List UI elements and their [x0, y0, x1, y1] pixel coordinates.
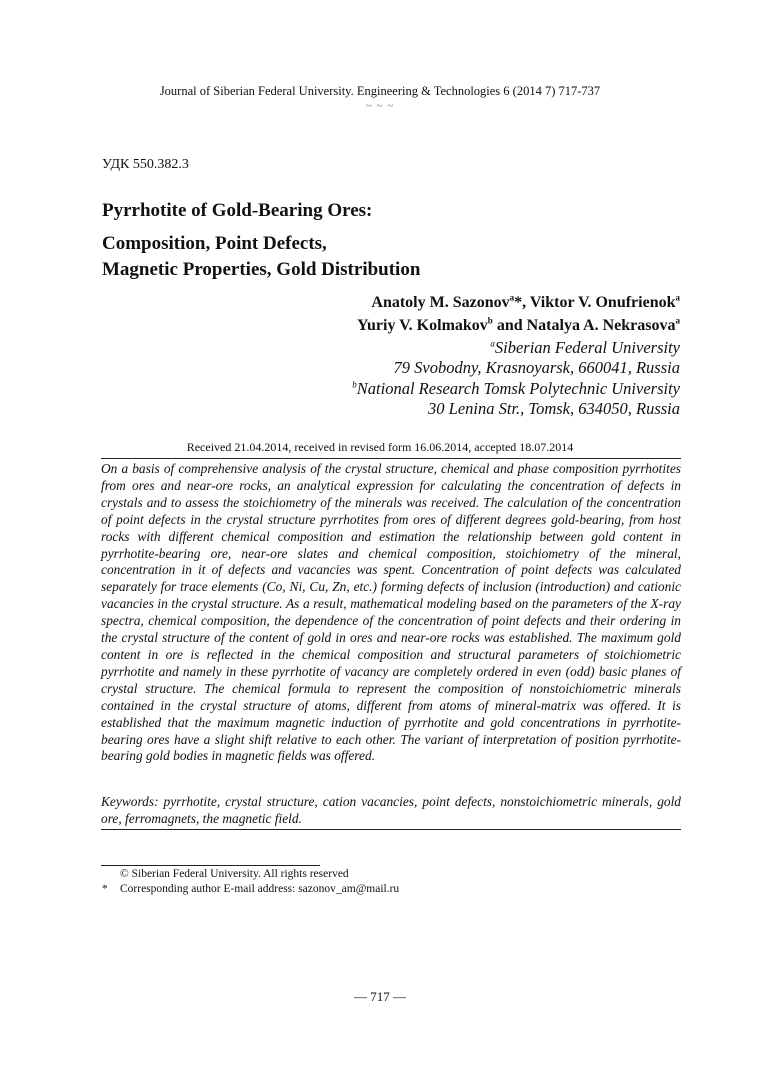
- author-kolmakov: Yuriy V. Kolmakov: [356, 317, 488, 334]
- authors-line-1: [371, 294, 680, 312]
- journal-header: Journal of Siberian Federal University. Engineering & Technologies 6 (2014 7) 717-737: [159, 84, 601, 98]
- author-sup: b: [487, 315, 493, 326]
- author-sup: a: [675, 292, 680, 303]
- author-nekrasova: and Natalya A. Nekrasova: [492, 317, 676, 334]
- authors-line-2: [357, 317, 680, 335]
- affiliation-b-address: 30 Lenina Str., Tomsk, 634050, Russia: [428, 399, 680, 418]
- author-sazonov: Anatoly M. Sazonov: [371, 294, 510, 311]
- divider-top: [101, 458, 681, 459]
- affiliation-a-address: 79 Svobodny, Krasnoyarsk, 660041, Russia: [393, 358, 680, 377]
- udk-code: УДК 550.382.3: [102, 157, 189, 172]
- title-line-2: Composition, Point Defects,: [102, 233, 327, 254]
- footnote-star: *: [102, 883, 108, 895]
- abstract: On a basis of comprehensive analysis of the crystal structure, chemical and phase composition pyrrhotites from ores and near-ore rocks, an analytical expression for calculating the concentration of defects in crystals and to assess the stoichiometry of the minerals was received. The calculation of the concentration of point defects in the crystal structure pyrrhotites from ores of different degrees gold-bearing, from host rocks with different chemical composition and estimation the relationship between gold content in pyrrhotite-bearing ore, near-ore slates and chemical composition, stoichiometry of the mineral, concentration in it of defects and vacancies was spent. Concentration of point defects was calculated separately for trace elements (Co, Ni, Cu, Zn, etc.) forming defects of inclusion (introduction) and cationic vacancies in the crystal structure. As a result, mathematical modeling based on the parameters of the X-ray spectra, chemical composition, the dependence of the concentration of point defects and their ordering in the crystal structure of the content of gold in ores and near-ore rocks was established. The maximum gold content in ore is reflected in the chemical composition and structural parameters of stoichiometric pyrrhotite and namely in these pyrrhotite of vacancy are completely ordered in even (odd) basic planes of crystal structure. The chemical formula to represent the composition of nonstoichiometric minerals contained in the crystal structure of atoms, different from atoms of mineral-matrix was offered. It is established that the maximum magnetic induction of pyrrhotite and gold concentrations in pyrrhotite-bearing ores have a slight shift relative to each other. The variant of interpretation of position pyrrhotite-bearing gold bodies in magnetic fields was offered.: [101, 461, 681, 764]
- received-dates: Received 21.04.2014, received in revised form 16.06.2014, accepted 18.07.2014: [186, 440, 574, 454]
- author-sup: a: [509, 292, 515, 303]
- affiliation-b-text: National Research Tomsk Polytechnic University: [356, 379, 680, 398]
- divider-bottom: [101, 829, 681, 830]
- affiliation-sup: b: [352, 379, 357, 390]
- affiliation-a-text: Siberian Federal University: [494, 338, 680, 357]
- keywords: Keywords: pyrrhotite, crystal structure, cation vacancies, point defects, nonstoichiometric minerals, gold ore, ferromagnets, the magnetic field.: [101, 794, 681, 826]
- title-line-1: Pyrrhotite of Gold-Bearing Ores:: [102, 200, 373, 221]
- footnote-divider: [101, 865, 320, 866]
- affiliation-sup: a: [490, 338, 495, 349]
- title-line-3: Magnetic Properties, Gold Distribution: [102, 259, 421, 280]
- footnote-corresponding-author: Corresponding author E-mail address: sazonov_am@mail.ru: [120, 883, 400, 895]
- author-sup: a: [675, 315, 680, 326]
- page-number: — 717 —: [354, 989, 406, 1004]
- affiliation-b-name: [352, 379, 680, 399]
- header-ornament: ~ ~ ~: [365, 100, 395, 112]
- author-onufrienok: *, Viktor V. Onufrienok: [514, 294, 676, 311]
- affiliation-a-name: [490, 338, 680, 358]
- footnote-copyright: © Siberian Federal University. All rights reserved: [120, 868, 349, 880]
